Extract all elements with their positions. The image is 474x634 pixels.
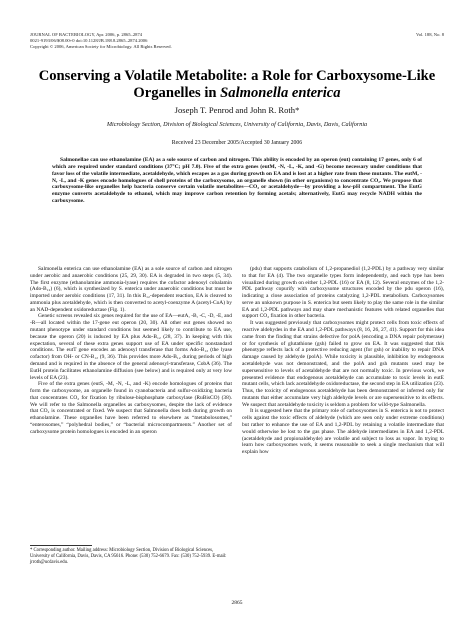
body-paragraph: Salmonella enterica can use ethanolamine (EA) as a sole source of carbon and nitrogen under aerobic and anaerobic conditions (25, 29, 30). EA is degraded in two steps (5, 34). The first enzyme (ethanolamine ammonia-lyase) requires the cofactor adenosyl cobalamin (Ado-B₁₂) (6), which is synthesized by S. enterica under anaerobic conditions but must be imported under aerobic conditions (17, 31). In this B₁₂-dependent reaction, EA is cleaved to ammonia plus acetaldehyde, which is then converted to acetyl-coenzyme A (acetyl-CoA) by an NAD-dependent oxidoreductase (Fig. 1). (30, 266, 232, 313)
issn-line: 0021-9193/06/$08.00+0 doi:10.1128/JB.188.8.2865–2874.2006 (30, 38, 148, 43)
body-paragraph: Five of the extra genes (eutS, -M, -N, -L, and -K) encode homologues of proteins that form the carboxysome, an organelle found in cyanobacteria and sulfur-oxidizing bacteria that concentrates CO₂ for fixation by ribulose-bisphosphate carboxylase (RuBisCO) (38). We will refer to the Salmonella organelles as carboxysomes, despite the lack of evidence that CO₂ is concentrated or fixed. We suspect that Salmonella does both during growth on ethanolamine. These organelles have been referred to elsewhere as “metabolosomes,” “enterosomes,” “polyhedral bodies,” or “bacterial microcompartments.” Another set of carboxysome protein homologues is encoded in an operon (30, 381, 232, 435)
journal-line: JOURNAL OF BACTERIOLOGY, Apr. 2006, p. 2865–2874 (30, 32, 143, 37)
title-line-2 (30, 85, 444, 102)
corresponding-author-footnote: * Corresponding author. Mailing address: Microbiology Section, Division of Biological Sciences, University of California, Davis, Davis, CA 95616. Phone: (530) 752-6679. Fax: (530) 752-5939. E-mail: jrroth@ucdavis.edu. (30, 548, 227, 565)
footnote-divider (30, 545, 92, 546)
body-paragraph: Genetic screens revealed six genes required for the use of EA—eutA, -B, -C, -D, -E, and -R—all located within the 17-gene eut operon (20, 30). All other eut genes showed no mutant phenotype under standard conditions but seemed likely to contribute to EA use, because the operon (20) is induced by EA plus Ado-B₁₂ (28, 37). In keeping with this expectation, several of these extra genes support use of EA under specific nonstandard conditions. The eutT gene encodes an adenosyl transferase that forms Ado-B₁₂ (the lyase cofactor) from OH- or CN-B₁₂ (9, 36). This provides more Ado-B₁₂ during periods of high demand and is required in the absence of the general adenosyl-transferase, CobA (36). The EutH protein facilitates ethanolamine diffusion (see below) and is required only at very low levels of EA (23). (30, 313, 232, 381)
copyright-line: Copyright © 2006, American Society for Microbiology. All Rights Reserved. (30, 44, 172, 49)
body-column-left (30, 266, 232, 436)
volume-info: Vol. 188, No. 8 (416, 32, 444, 37)
running-header (30, 32, 330, 50)
abstract: Salmonellae can use ethanolamine (EA) as a sole source of carbon and nitrogen. This ability is encoded by an operon (eut) containing 17 genes, only 6 of which are required under standard conditions (37°C; pH 7.0). Five of the extra genes (eutM, -N, -L, -K, and -G) become necessary under conditions that favor loss of the volatile intermediate, acetaldehyde, which escapes as a gas during growth on EA and is lost at a higher rate from these mutants. The eutM, -N, -L, and -K genes encode homologues of shell proteins of the carboxysome, an organelle shown (in other organisms) to concentrate CO₂. We propose that carboxysome-like organelles help bacteria conserve certain volatile metabolites—CO₂ or acetaldehyde—by providing a low-pH compartment. The EutG enzyme converts acetaldehyde to ethanol, which may improve carbon retention by forming acetals; alternatively, EutG may recycle NADH within the carboxysome. (52, 157, 422, 205)
article-title (30, 68, 444, 102)
body-paragraph: It is suggested here that the primary role of carboxysomes in S. enterica is not to protect cells against the toxic effects of aldehyde (which are seen only under extreme conditions) but rather to enhance the use of EA and 1,2-PDL by retaining a volatile intermediate that would otherwise be lost to the gas phase. The aldehyde intermediates in EA and 1,2-PDL (acetaldehyde and propionaldehyde) are volatile and subject to loss as vapor. In trying to learn how carboxysomes work, it seems reasonable to seek a single mechanism that will explain how (242, 408, 444, 456)
body-column-right (242, 266, 444, 456)
page-number: 2865 (231, 600, 243, 606)
title-line-1: Conserving a Volatile Metabolite: a Role for Carboxysome-Like (38, 68, 436, 84)
author-list: Joseph T. Penrod and John R. Roth* (174, 105, 300, 115)
title-line-2-text: Organelles in (133, 85, 221, 101)
affiliation: Microbiology Section, Division of Biological Sciences, University of California, Davis, Davis, California (106, 121, 368, 128)
body-paragraph: (pdu) that supports catabolism of 1,2-propanediol (1,2-PDL) by a pathway very similar to that for EA (4). The two organelle types form independently, and each type has been visualized during growth on either 1,2-PDL (16) or EA (8, 12). Several enzymes of the 1,2-PDL pathway copurify with carboxysome structures encoded by the pdu operon (16), indicating a close association of proteins catalyzing 1,2-PDL metabolism. Carboxysomes serve an unknown purpose in S. enterica but seem likely to play the same role in the similar EA and 1,2-PDL pathways and may share mechanistic features with related organelles that support CO₂ fixation in other bacteria. (242, 266, 444, 320)
title-organism: Salmonella enterica (220, 85, 341, 101)
body-paragraph: It was suggested previously that carboxysomes might protect cells from toxic effects of reactive aldehydes in the EA and 1,2-PDL pathways (8, 16, 26, 27, 41). Support for this idea came from the finding that strains defective for polA (encoding a DNA repair polymerase) or for synthesis of glutathione (gsh) failed to grow on EA. It was suggested that this phenotype reflects lack of a protective reducing agent (for gsh) or inability to repair DNA damage caused by aldehyde (polA). While toxicity is plausible, inhibition by endogenous acetaldehyde was not demonstrated, and the polA and gsh mutants used may be supersensitive to levels of acetaldehyde that are not normally toxic. In previous work, we presented evidence that endogenous acetaldehyde can accumulate to toxic levels in eutE mutant cells, which lack acetaldehyde oxidoreductase, the second step in EA utilization (23). Thus, the toxicity of endogenous acetaldehyde has been demonstrated or inferred only for mutants that either accumulate very high aldehyde levels or are supersensitive to its effects. We suspect that acetaldehyde toxicity is seldom a problem for wild-type Salmonella. (242, 320, 444, 408)
received-accepted-dates: Received 23 December 2005/Accepted 30 January 2006 (171, 140, 303, 146)
